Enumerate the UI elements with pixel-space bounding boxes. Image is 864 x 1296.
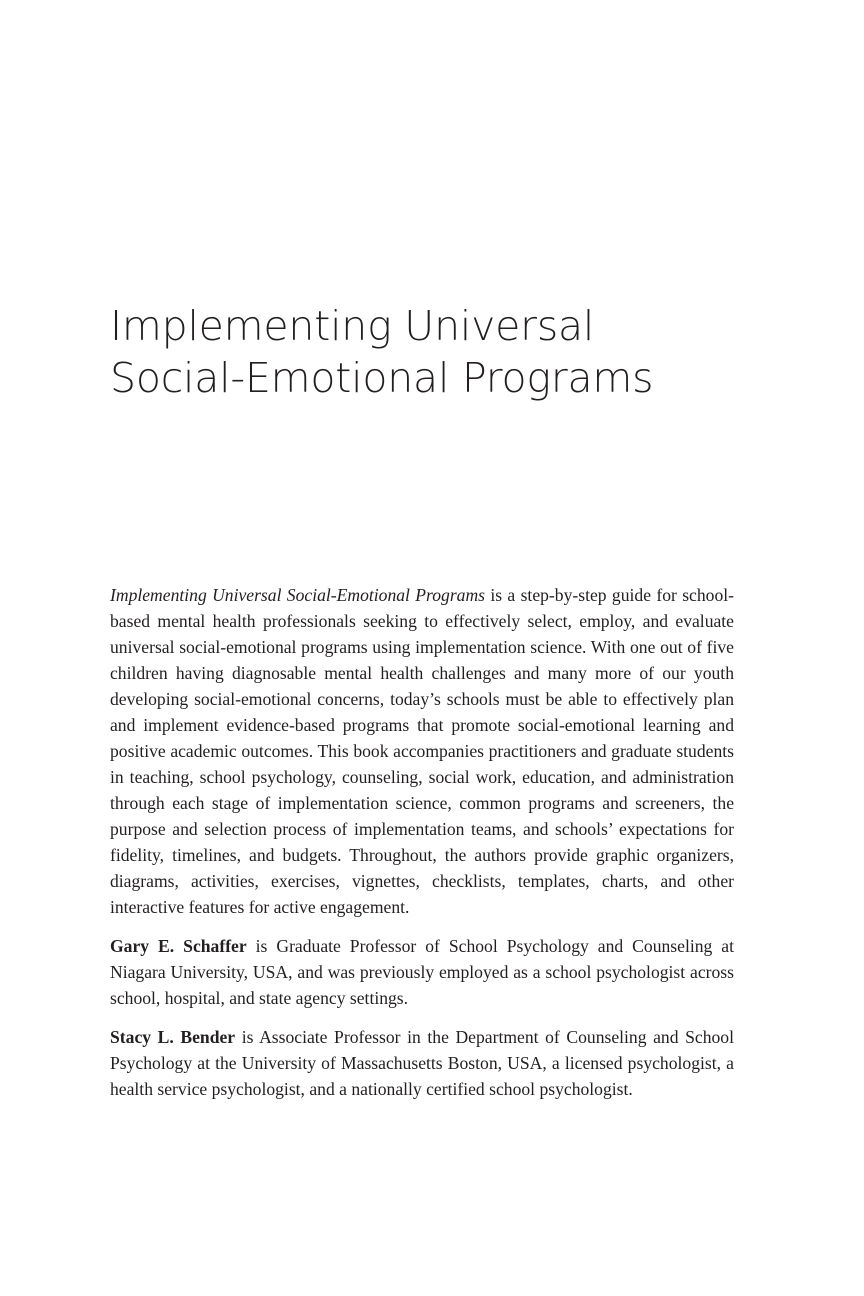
book-title-line-2: Social-Emotional Programs [110,354,654,402]
book-description-section [110,582,734,1115]
author-bio-text-2: is Associate Professor in the Department of Counseling and School Psychology at the University of Massachusetts Boston, USA, a licensed psychologist, a health service psychologist, and a nationally certified school psychologist. [110,1027,734,1099]
book-title-italic: Implementing Universal Social-Emotional Programs [110,585,486,605]
book-title-line-1: Implementing Universal [110,302,595,350]
description-text: is a step-by-step guide for school-based mental health professionals seeking to effectively select, employ, and evaluate universal social-emotional programs using implementation science. With one out of five children having diagnosable mental health challenges and many more of our youth developing social-emotional concerns, today’s schools must be able to effectively plan and implement evidence-based programs that promote social-emotional learning and positive academic outcomes. This book accompanies practitioners and graduate students in teaching, school psychology, counseling, social work, education, and administration through each stage of implementation science, common programs and screeners, the purpose and selection process of implementation teams, and schools’ expectations for fidelity, timelines, and budgets. Throughout, the authors provide graphic organizers, diagrams, activities, exercises, vignettes, checklists, templates, charts, and other interactive features for active engagement. [110,585,734,917]
author-name-2: Stacy L. Bender [110,1027,236,1047]
author-bio-text-1: is Graduate Professor of School Psychology and Counseling at Niagara University, USA, and was previously employed as a school psychologist across school, hospital, and state agency settings. [110,936,734,1008]
author-bio-2 [110,1024,734,1102]
book-title [110,300,790,404]
description-paragraph [110,582,734,920]
author-bio-1 [110,933,734,1011]
author-name-1: Gary E. Schaffer [110,936,247,956]
